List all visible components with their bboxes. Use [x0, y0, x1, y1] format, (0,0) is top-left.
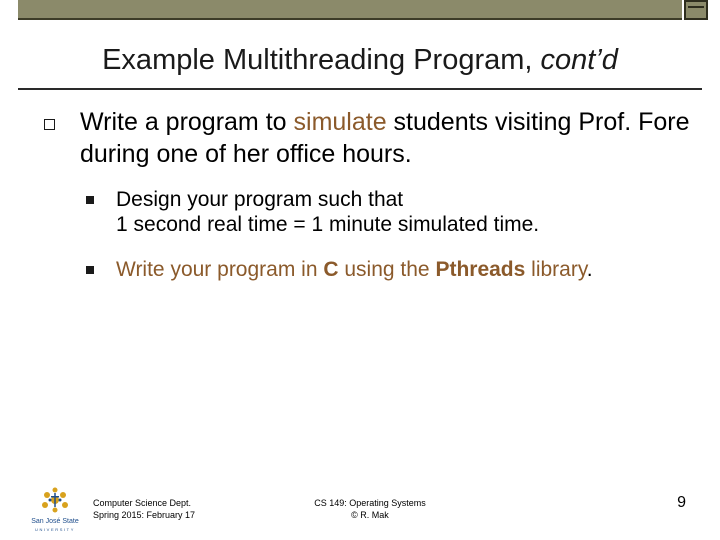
sub-bullet-1 — [116, 187, 706, 237]
logo-text: San José State — [31, 518, 79, 525]
sub-bullet-2-part3: library — [525, 258, 587, 281]
sub-bullet-1-line2: 1 second real time = 1 minute simulated time. — [116, 213, 540, 236]
title-divider — [18, 88, 702, 90]
bullet-text-before: Write a program to — [80, 108, 294, 136]
sub-bullet-2-period: . — [586, 258, 593, 281]
filled-square-bullet-icon — [86, 266, 94, 274]
bullet-accent-word: simulate — [293, 108, 387, 136]
page-number: 9 — [677, 494, 686, 511]
main-bullet-text — [80, 106, 700, 170]
top-decor-bar — [18, 0, 682, 20]
footer-center — [280, 497, 460, 521]
corner-decor-box — [684, 0, 708, 20]
title-italic: cont’d — [540, 44, 618, 76]
title-main: Example Multithreading Program, — [102, 44, 541, 76]
filled-square-bullet-icon — [86, 196, 94, 204]
footer-left — [93, 497, 195, 521]
sub-bullet-2-c-lang: C — [323, 258, 339, 281]
footer-author: © R. Mak — [351, 510, 389, 520]
sub-bullet-1-line1: Design your program such that — [116, 188, 404, 211]
footer-course: CS 149: Operating Systems — [314, 498, 426, 508]
bullet-text-after: students visiting Prof. Fore during one of her office hours. — [80, 108, 690, 168]
slide-title — [0, 44, 720, 77]
sub-bullet-2 — [116, 257, 706, 282]
sub-bullet-2-part2: using the — [338, 258, 436, 281]
sub-bullet-2-part1: Write your program in — [116, 258, 324, 281]
university-logo — [30, 486, 80, 534]
footer-date: Spring 2015: February 17 — [93, 510, 196, 520]
logo-subtext: UNIVERSITY — [34, 527, 76, 532]
hollow-square-bullet-icon — [44, 119, 55, 130]
footer-department: Computer Science Dept. — [93, 498, 192, 508]
sub-bullet-2-library: Pthreads — [435, 258, 526, 281]
